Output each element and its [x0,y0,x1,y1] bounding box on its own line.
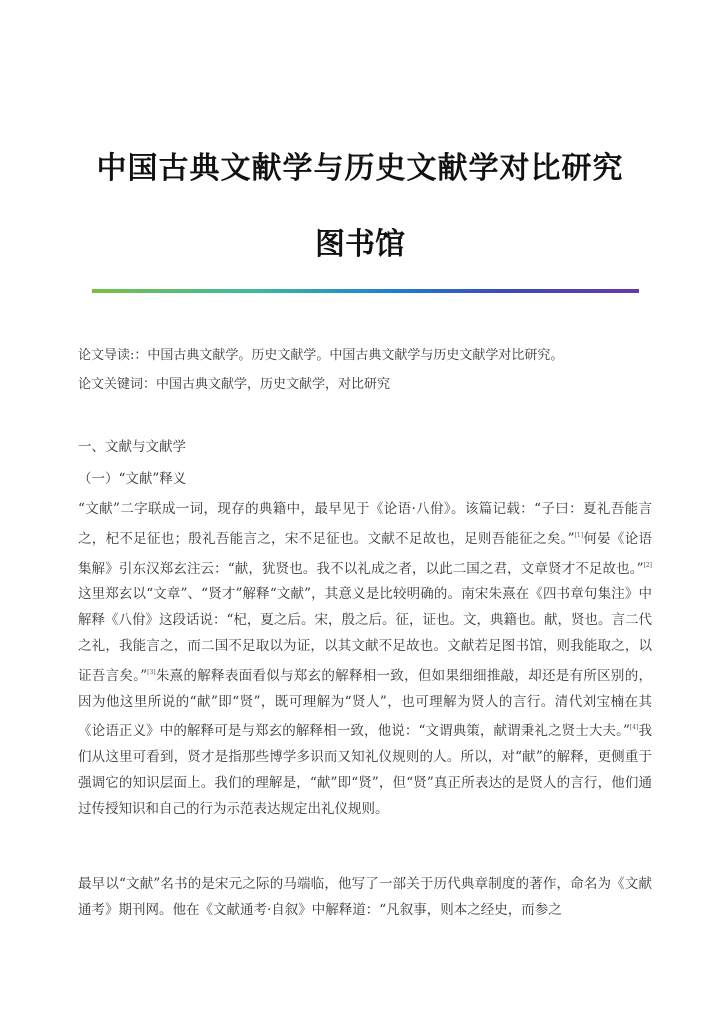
paragraph-1-sentence-2: 何晏《论语集解》引东汉郑玄注云：“献，犹贤也。我不以礼成之者，以此二国之君，文章贤才不足故也。” [78,530,653,577]
keywords-line: 论文关键词：中国古典文献学，历史文献学，对比研究 [78,377,391,392]
document-subtitle: 图书馆 [315,227,405,262]
section-heading-1: 一、文献与文献学 [78,439,186,455]
body-paragraph-2: 最早以“文献”名书的是宋元之际的马端临，他写了一部关于历代典章制度的著作，命名为《文献通考》期刊网。他在《文献通考·自叙》中解释道：“凡叙事，则本之经史，而参之 [78,876,652,918]
citation-ref-1[interactable]: [1] [574,531,584,539]
section-heading-1-1: （一）“文献”释义 [78,471,187,487]
citation-ref-2[interactable]: [2] [643,561,652,569]
document-title: 中国古典文献学与历史文献学对比研究 [96,151,624,186]
gradient-divider [92,289,639,293]
citation-ref-4[interactable]: [4] [629,724,639,732]
guide-line: 论文导读:：中国古典文献学。历史文献学。中国古典文献学与历史文献学对比研究。 [78,348,564,363]
paragraph-1-sentence-5: 我们从这里可看到，贤才是指那些博学多识而又知礼仪规则的人。所以，对“献”的解释，更侧重于强调它的知识层面上。我们的理解是，“献”即“贤”，但“贤”真正所表达的是贤人的言行，他们通过传授知识和自己的行为示范表达规定出礼仪规则。 [78,723,652,817]
body-paragraph-1 [78,497,652,823]
citation-ref-3[interactable]: [3] [147,668,156,676]
paragraph-1-sentence-1: “文献”二字联成一词，现存的典籍中，最早见于《论语·八佾》。该篇记载：“子曰：夏礼吾能言之，杞不足征也；殷礼吾能言之，宋不足征也。文献不足故也，足则吾能征之矣。” [78,501,652,547]
paragraph-1-sentence-3: 这里郑玄以“文章”、“贤才”解释“文献”，其意义是比较明确的。南宋朱熹在《四书章句集注》中解释《八佾》这段话说：“杞，夏之后。宋，殷之后。征，证也。文，典籍也。献，贤也。言二代之礼，我能言之，而二国不足取以为证，以其文献不足故也。文献若足图书馆，则我能取之，以证吾言矣。” [78,586,652,684]
paragraph-1-sentence-4: 朱熹的解释表面看似与郑玄的解释相一致，但如果细细推敲，却还是有所区别的，因为他这里所说的“献”即“贤”，既可理解为“贤人”，也可理解为贤人的言行。清代刘宝楠在其《论语正义》中的解释可是与郑玄的解释相一致，他说：“文谓典策，献谓秉礼之贤士大夫。” [78,667,653,740]
